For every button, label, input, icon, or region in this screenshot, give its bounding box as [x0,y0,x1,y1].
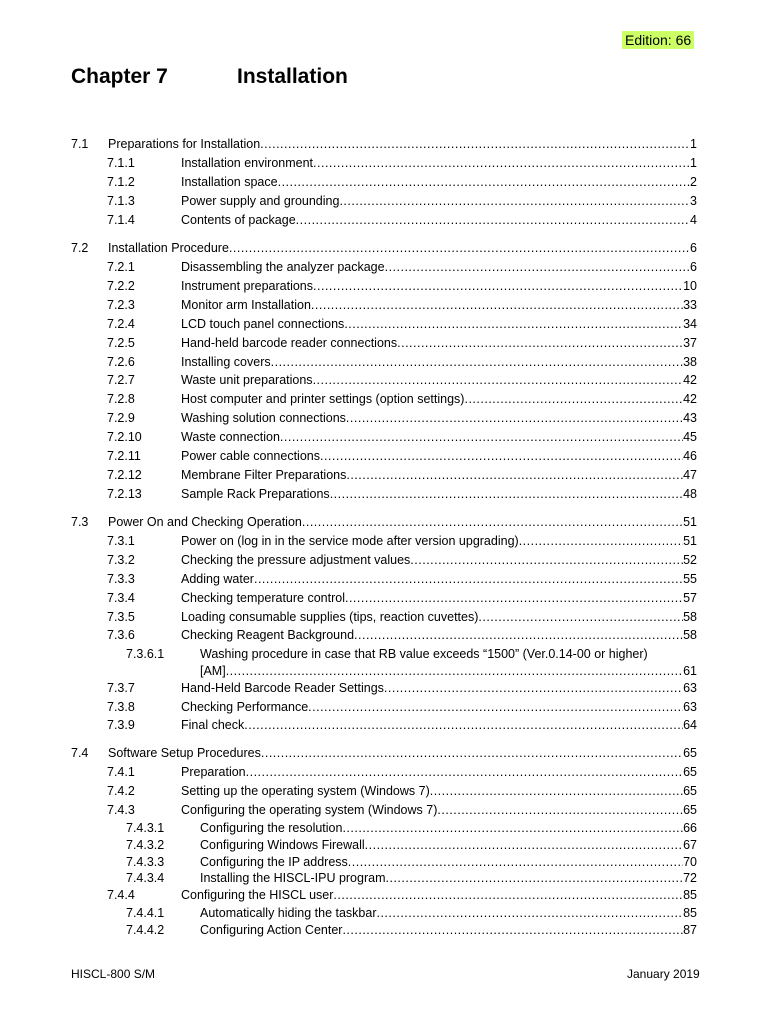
toc-dot-leader [320,447,683,465]
toc-entry[interactable] [200,921,697,939]
toc-entry-page: 65 [683,765,697,779]
toc-dot-leader [385,258,690,276]
toc-entry-number: 7.3.2 [107,553,135,567]
toc-entry-page: 1 [690,137,697,151]
toc-entry-title: Loading consumable supplies (tips, reaction cuvettes) [181,610,479,624]
toc-entry-number: 7.2.12 [107,468,142,482]
chapter-title: Installation [237,65,348,88]
toc-entry-title: Installation environment [181,156,314,170]
toc-entry[interactable] [181,173,697,191]
toc-entry[interactable] [181,626,697,644]
toc-entry-title: Monitor arm Installation [181,298,311,312]
toc-dot-leader [354,626,683,644]
toc-entry[interactable] [181,409,697,427]
toc-entry[interactable] [181,154,697,172]
toc-entry[interactable] [108,135,697,153]
toc-entry-number: 7.4 [71,746,89,760]
toc-entry-page: 42 [683,392,697,406]
toc-entry[interactable] [200,836,697,854]
toc-entry-page: 34 [683,317,697,331]
toc-entry-title: Configuring Action Center [200,923,343,937]
toc-entry-number: 7.3.7 [107,681,135,695]
toc-dot-leader [430,782,683,800]
toc-entry-number: 7.4.3 [107,803,135,817]
toc-entry-number: 7.2.9 [107,411,135,425]
toc-entry-title: Configuring the operating system (Windows 7) [181,803,438,817]
toc-dot-leader [464,390,683,408]
toc-dot-leader [437,801,683,819]
toc-entry-page: 65 [683,746,697,760]
toc-entry[interactable] [181,608,697,626]
toc-entry-title: Waste unit preparations [181,373,313,387]
toc-entry[interactable] [181,532,697,550]
toc-dot-leader [333,886,683,904]
toc-entry-number: 7.2.13 [107,487,142,501]
toc-entry[interactable] [181,782,697,800]
toc-entry-number: 7.3.3 [107,572,135,586]
toc-entry-page: 45 [683,430,697,444]
toc-entry-page: 47 [683,468,697,482]
toc-entry[interactable] [181,551,697,569]
toc-entry[interactable] [181,428,697,446]
toc-dot-leader [302,513,683,531]
toc-entry-page: 65 [683,784,697,798]
toc-entry-title: Configuring the resolution [200,821,343,835]
toc-entry-title: Software Setup Procedures [108,746,261,760]
toc-entry-title: Configuring the HISCL user [181,888,334,902]
edition-label: Edition: 66 [622,31,694,49]
toc-entry[interactable] [108,744,697,762]
toc-entry-page: 6 [690,260,697,274]
toc-entry[interactable] [181,679,697,697]
toc-dot-leader [313,277,683,295]
toc-entry-number: 7.3.8 [107,700,135,714]
toc-entry-page: 43 [683,411,697,425]
toc-entry-title: Contents of package [181,213,296,227]
toc-entry-title: LCD touch panel connections [181,317,345,331]
toc-entry-page: 63 [683,681,697,695]
toc-entry-number: 7.4.4.1 [126,906,165,920]
toc-entry[interactable] [108,513,697,531]
toc-entry[interactable] [181,466,697,484]
toc-entry-number: 7.1 [71,137,89,151]
toc-entry-number: 7.2.5 [107,336,135,350]
toc-entry-title: Configuring the IP address [200,855,348,869]
toc-dot-leader [313,154,690,172]
toc-entry[interactable] [181,315,697,333]
toc-dot-leader [519,532,683,550]
toc-entry-title: Automatically hiding the taskbar [200,906,377,920]
toc-entry-number: 7.4.2 [107,784,135,798]
toc-dot-leader [313,371,684,389]
toc-entry-title: Hand-held barcode reader connections [181,336,398,350]
toc-entry-number: 7.3.1 [107,534,135,548]
toc-entry-page: 85 [683,906,697,920]
toc-entry[interactable] [181,277,697,295]
toc-entry-page: 46 [683,449,697,463]
toc-entry-page: 6 [690,241,697,255]
toc-entry-page: 52 [683,553,697,567]
toc-dot-leader [308,698,683,716]
toc-entry[interactable] [181,258,697,276]
toc-dot-leader [344,315,683,333]
toc-entry-page: 1 [690,156,697,170]
toc-entry-title: Installing covers [181,355,271,369]
toc-dot-leader [226,662,683,680]
toc-dot-leader [254,570,683,588]
toc-dot-leader [386,869,684,887]
toc-entry-title-continued: [AM] [200,664,226,678]
toc-entry-number: 7.4.3.2 [126,838,165,852]
toc-entry-number: 7.3.6 [107,628,135,642]
toc-entry-title: Preparations for Installation [108,137,261,151]
toc-entry-number: 7.2.3 [107,298,135,312]
toc-entry[interactable] [181,211,697,229]
toc-entry[interactable] [181,371,697,389]
toc-dot-leader [478,608,683,626]
toc-entry-title: Washing solution connections [181,411,346,425]
toc-dot-leader [376,904,683,922]
toc-entry-title: Setting up the operating system (Windows 7) [181,784,430,798]
chapter-number: Chapter 7 [71,65,168,88]
toc-entry[interactable] [181,763,697,781]
toc-entry-page: 2 [690,175,697,189]
toc-entry-page: 51 [683,515,697,529]
footer-document-id: HISCL-800 S/M [71,967,156,981]
toc-entry-page: 70 [683,855,697,869]
toc-entry-number: 7.4.4 [107,888,135,902]
toc-entry-title: Checking Reagent Background [181,628,355,642]
toc-dot-leader [384,679,683,697]
toc-entry-title: Installing the HISCL-IPU program [200,871,386,885]
toc-dot-leader [342,819,683,837]
toc-entry-page: 57 [683,591,697,605]
toc-entry-number: 7.2.1 [107,260,135,274]
toc-dot-leader [342,921,683,939]
toc-entry-title: Final check [181,718,245,732]
toc-entry-number: 7.2.4 [107,317,135,331]
toc-entry-number: 7.3 [71,515,89,529]
toc-entry[interactable] [200,869,697,887]
toc-dot-leader [365,836,683,854]
toc-dot-leader [296,211,690,229]
toc-entry-title: Power supply and grounding [181,194,340,208]
toc-entry-title: Sample Rack Preparations [181,487,330,501]
toc-entry[interactable] [181,589,697,607]
toc-entry-page: 38 [683,355,697,369]
toc-entry[interactable] [200,662,697,680]
toc-dot-leader [346,409,683,427]
toc-entry-number: 7.1.1 [107,156,135,170]
toc-entry-page: 61 [683,664,697,678]
toc-dot-leader [278,173,690,191]
toc-entry[interactable] [181,485,697,503]
toc-entry-title: Installation space [181,175,278,189]
toc-entry-title: Power on (log in in the service mode after version upgrading) [181,534,519,548]
toc-entry-page: 65 [683,803,697,817]
toc-entry-title: Power On and Checking Operation [108,515,302,529]
toc-entry-number: 7.1.2 [107,175,135,189]
toc-entry-title: Installation Procedure [108,241,229,255]
toc-entry-number: 7.2.8 [107,392,135,406]
toc-entry-title: Host computer and printer settings (option settings) [181,392,465,406]
toc-entry-page: 66 [683,821,697,835]
toc-entry-title: Adding water [181,572,254,586]
toc-entry[interactable] [181,801,697,819]
toc-entry-number: 7.3.4 [107,591,135,605]
toc-entry-number: 7.1.4 [107,213,135,227]
toc-dot-leader [339,192,690,210]
toc-entry-number: 7.4.4.2 [126,923,165,937]
toc-entry-number: 7.1.3 [107,194,135,208]
toc-entry-number: 7.3.5 [107,610,135,624]
toc-entry-number: 7.2.6 [107,355,135,369]
toc-entry-page: 42 [683,373,697,387]
toc-entry-title: Washing procedure in case that RB value exceeds “1500” (Ver.0.14-00 or higher) [200,647,648,661]
toc-entry-number: 7.4.3.3 [126,855,165,869]
toc-entry-page: 87 [683,923,697,937]
toc-entry-number: 7.3.9 [107,718,135,732]
toc-dot-leader [330,485,683,503]
toc-entry[interactable] [181,447,697,465]
toc-entry[interactable] [108,239,697,257]
toc-dot-leader [311,296,683,314]
toc-entry-number: 7.3.6.1 [126,647,165,661]
toc-entry[interactable] [181,192,697,210]
toc-entry-number: 7.2 [71,241,89,255]
toc-entry-page: 58 [683,628,697,642]
toc-entry[interactable] [181,296,697,314]
toc-dot-leader [244,716,683,734]
toc-entry-page: 4 [690,213,697,227]
toc-entry-page: 51 [683,534,697,548]
toc-entry-title: Waste connection [181,430,280,444]
toc-entry-page: 48 [683,487,697,501]
toc-entry-page: 85 [683,888,697,902]
toc-entry-number: 7.4.3.1 [126,821,165,835]
toc-entry[interactable] [181,353,697,371]
toc-entry-title: Checking temperature control [181,591,345,605]
toc-entry[interactable] [200,819,697,837]
toc-entry-number: 7.4.1 [107,765,135,779]
toc-dot-leader [280,428,683,446]
toc-dot-leader [345,589,683,607]
toc-entry-page: 67 [683,838,697,852]
toc-entry-title: Checking the pressure adjustment values [181,553,411,567]
toc-entry-title: Instrument preparations [181,279,314,293]
toc-entry-page: 37 [683,336,697,350]
toc-entry-number: 7.4.3.4 [126,871,165,885]
toc-entry[interactable] [181,698,697,716]
toc-entry-number: 7.2.7 [107,373,135,387]
toc-entry-number: 7.2.10 [107,430,142,444]
toc-dot-leader [271,353,683,371]
toc-dot-leader [397,334,683,352]
toc-dot-leader [346,466,683,484]
toc-dot-leader [410,551,683,569]
toc-entry-page: 58 [683,610,697,624]
toc-entry-title: Disassembling the analyzer package [181,260,385,274]
toc-entry-page: 33 [683,298,697,312]
toc-entry-title: Preparation [181,765,246,779]
toc-entry-number: 7.2.2 [107,279,135,293]
toc-entry[interactable] [200,904,697,922]
toc-dot-leader [229,239,690,257]
footer-date: January 2019 [627,967,700,981]
toc-entry-number: 7.2.11 [107,449,141,463]
toc-entry-title: Configuring Windows Firewall [200,838,365,852]
toc-entry-page: 55 [683,572,697,586]
toc-entry[interactable] [181,334,697,352]
toc-entry[interactable] [181,716,697,734]
toc-entry[interactable] [181,570,697,588]
toc-entry-page: 64 [683,718,697,732]
toc-entry[interactable] [181,886,697,904]
toc-entry[interactable] [181,390,697,408]
toc-entry-page: 72 [683,871,697,885]
toc-entry-title: Power cable connections [181,449,320,463]
toc-entry-page: 3 [690,194,697,208]
toc-entry-title: Checking Performance [181,700,309,714]
toc-entry-page: 10 [683,279,697,293]
toc-dot-leader [261,744,683,762]
toc-entry-page: 63 [683,700,697,714]
toc-entry-title: Hand-Held Barcode Reader Settings [181,681,384,695]
toc-dot-leader [246,763,683,781]
toc-dot-leader [260,135,690,153]
toc-entry-title: Membrane Filter Preparations [181,468,347,482]
